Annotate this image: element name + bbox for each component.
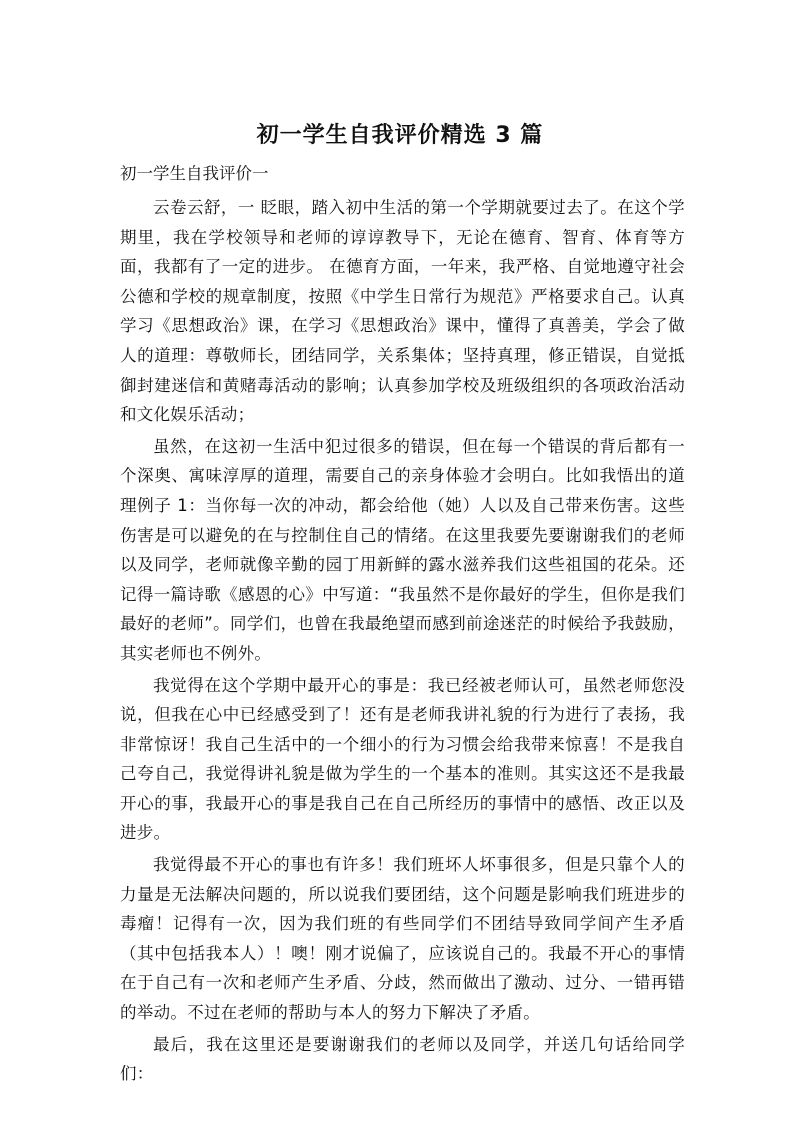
paragraph: 云卷云舒，一 眨眼，踏入初中生活的第一个学期就要过去了。在这个学期里，我在学校领导和老师的谆谆教导下，无论在德育、智育、体育等方面，我都有了一定的进步。 在德育方面，一年来，我严格、自觉地遵守社会公德和学校的规章制度，按照《中学生日常行为规范》严格要求自己。认真学习《思想政治》课，在学习《思想政治》课中，懂得了真善美，学会了做人的道理：尊敬师长，团结同学，关系集体；坚持真理，修正错误，自觉抵御封建迷信和黄赌毒活动的影响；认真参加学校及班级组织的各项政治活动和文化娱乐活动； bbox=[120, 198, 685, 425]
paragraph: 我觉得在这个学期中最开心的事是：我已经被老师认可，虽然老师您没说，但我在心中已经感受到了！还有是老师我讲礼貌的行为进行了表扬，我非常惊讶！我自己生活中的一个细小的行为习惯会给我带来惊喜！不是我自己夸自己，我觉得讲礼貌是做为学生的一个基本的准则。其实这还不是我最开心的事，我最开心的事是我自己在自己所经历的事情中的感悟、改正以及进步。 bbox=[120, 675, 685, 843]
document-title: 初一学生自我评价精选 3 篇 bbox=[256, 123, 544, 148]
document-body bbox=[120, 193, 685, 1089]
paragraph: 虽然，在这初一生活中犯过很多的错误，但在每一个错误的背后都有一个深奥、寓味淳厚的道理，需要自己的亲身体验才会明白。比如我悟出的道理例子 1：当你每一次的冲动，都会给他（她）人以及自己带来伤害。这些伤害是可以避免的在与控制住自己的情绪。在这里我要先要谢谢我们的老师以及同学，老师就像辛勤的园丁用新鲜的露水滋养我们这些祖国的花朵。还记得一篇诗歌《感恩的心》中写道：“我虽然不是你最好的学生，但你是我们最好的老师”。同学们，也曾在我最绝望而感到前途迷茫的时候给予我鼓励，其实老师也不例外。 bbox=[120, 436, 685, 663]
paragraph: 我觉得最不开心的事也有许多！我们班坏人坏事很多，但是只靠个人的力量是无法解决问题的，所以说我们要团结，这个问题是影响我们班进步的毒瘤！记得有一次，因为我们班的有些同学们不团结导致同学间产生矛盾（其中包括我本人）！噢！刚才说偏了，应该说自己的。我最不开心的事情在于自己有一次和老师产生矛盾、分歧，然而做出了激动、过分、一错再错的举动。不过在老师的帮助与本人的努力下解决了矛盾。 bbox=[120, 855, 685, 1023]
paragraph: 最后，我在这里还是要谢谢我们的老师以及同学，并送几句话给同学们： bbox=[120, 1034, 685, 1084]
section-heading: 初一学生自我评价一 bbox=[120, 164, 269, 183]
